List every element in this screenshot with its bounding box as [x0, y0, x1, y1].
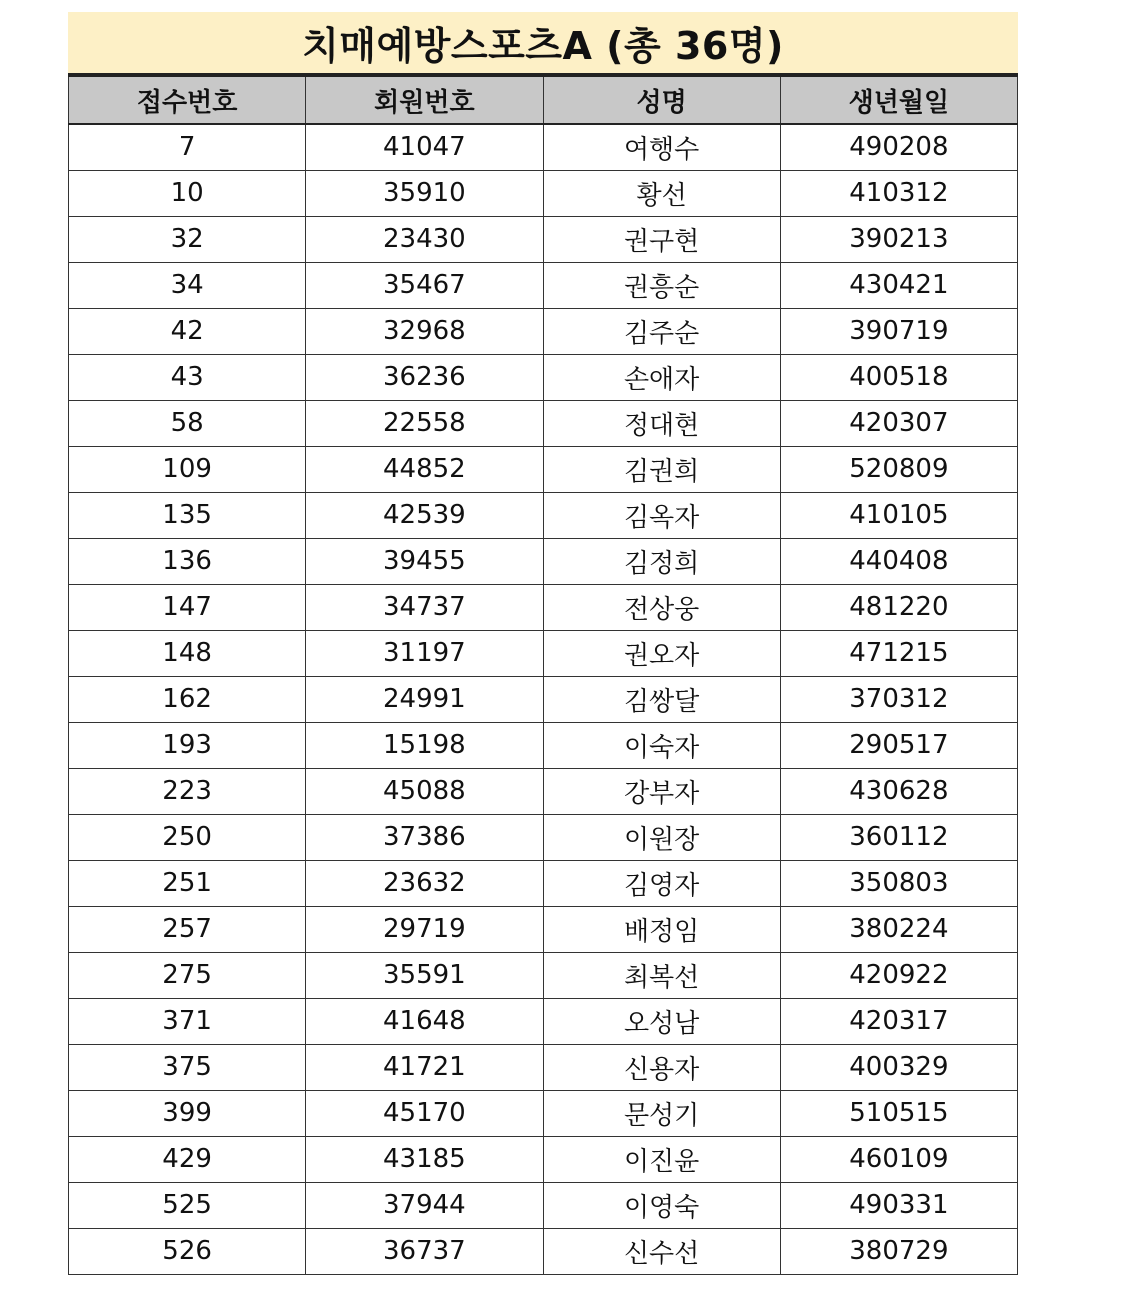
- cell-receipt-number: 399: [69, 1090, 306, 1136]
- cell-member-number: 35591: [306, 952, 543, 998]
- cell-member-number: 36737: [306, 1228, 543, 1274]
- cell-name: 정대현: [543, 400, 780, 446]
- cell-name: 이진윤: [543, 1136, 780, 1182]
- cell-name: 오성남: [543, 998, 780, 1044]
- table-row: [69, 584, 1018, 630]
- cell-birthdate: 460109: [780, 1136, 1017, 1182]
- cell-receipt-number: 10: [69, 170, 306, 216]
- cell-name: 이숙자: [543, 722, 780, 768]
- cell-birthdate: 350803: [780, 860, 1017, 906]
- cell-member-number: 24991: [306, 676, 543, 722]
- cell-name: 여행수: [543, 124, 780, 170]
- cell-name: 문성기: [543, 1090, 780, 1136]
- cell-name: 김주순: [543, 308, 780, 354]
- cell-name: 최복선: [543, 952, 780, 998]
- table-row: [69, 1228, 1018, 1274]
- cell-birthdate: 520809: [780, 446, 1017, 492]
- cell-member-number: 29719: [306, 906, 543, 952]
- cell-birthdate: 420307: [780, 400, 1017, 446]
- cell-birthdate: 390213: [780, 216, 1017, 262]
- table-row: [69, 1182, 1018, 1228]
- sheet-title: 치매예방스포츠A (총 36명): [68, 12, 1018, 75]
- cell-name: 전상웅: [543, 584, 780, 630]
- cell-member-number: 32968: [306, 308, 543, 354]
- cell-receipt-number: 375: [69, 1044, 306, 1090]
- cell-member-number: 35910: [306, 170, 543, 216]
- cell-receipt-number: 42: [69, 308, 306, 354]
- header-cell-name: 성명: [543, 76, 780, 124]
- cell-receipt-number: 371: [69, 998, 306, 1044]
- cell-name: 신수선: [543, 1228, 780, 1274]
- cell-name: 김권희: [543, 446, 780, 492]
- cell-name: 강부자: [543, 768, 780, 814]
- cell-member-number: 35467: [306, 262, 543, 308]
- table-row: [69, 262, 1018, 308]
- table-row: [69, 1044, 1018, 1090]
- cell-birthdate: 430421: [780, 262, 1017, 308]
- cell-member-number: 41648: [306, 998, 543, 1044]
- cell-receipt-number: 193: [69, 722, 306, 768]
- cell-name: 신용자: [543, 1044, 780, 1090]
- cell-birthdate: 430628: [780, 768, 1017, 814]
- table-row: [69, 676, 1018, 722]
- cell-member-number: 39455: [306, 538, 543, 584]
- cell-birthdate: 490208: [780, 124, 1017, 170]
- cell-birthdate: 380729: [780, 1228, 1017, 1274]
- cell-member-number: 36236: [306, 354, 543, 400]
- cell-name: 이영숙: [543, 1182, 780, 1228]
- cell-birthdate: 420922: [780, 952, 1017, 998]
- cell-birthdate: 510515: [780, 1090, 1017, 1136]
- table-row: [69, 1090, 1018, 1136]
- cell-birthdate: 290517: [780, 722, 1017, 768]
- cell-member-number: 44852: [306, 446, 543, 492]
- cell-member-number: 23430: [306, 216, 543, 262]
- cell-receipt-number: 429: [69, 1136, 306, 1182]
- cell-birthdate: 410312: [780, 170, 1017, 216]
- cell-receipt-number: 148: [69, 630, 306, 676]
- cell-member-number: 34737: [306, 584, 543, 630]
- header-cell-member-number: 회원번호: [306, 76, 543, 124]
- cell-receipt-number: 136: [69, 538, 306, 584]
- cell-member-number: 23632: [306, 860, 543, 906]
- table-row: [69, 630, 1018, 676]
- table-row: [69, 354, 1018, 400]
- table-row: [69, 998, 1018, 1044]
- header-cell-birthdate: 생년월일: [780, 76, 1017, 124]
- table-header: [69, 76, 1018, 124]
- table-row: [69, 492, 1018, 538]
- cell-member-number: 37386: [306, 814, 543, 860]
- cell-receipt-number: 34: [69, 262, 306, 308]
- cell-member-number: 42539: [306, 492, 543, 538]
- table-row: [69, 446, 1018, 492]
- cell-name: 김옥자: [543, 492, 780, 538]
- cell-birthdate: 410105: [780, 492, 1017, 538]
- cell-birthdate: 471215: [780, 630, 1017, 676]
- cell-name: 권흥순: [543, 262, 780, 308]
- cell-receipt-number: 58: [69, 400, 306, 446]
- cell-member-number: 41047: [306, 124, 543, 170]
- table-row: [69, 906, 1018, 952]
- cell-receipt-number: 147: [69, 584, 306, 630]
- cell-receipt-number: 109: [69, 446, 306, 492]
- cell-birthdate: 390719: [780, 308, 1017, 354]
- cell-receipt-number: 250: [69, 814, 306, 860]
- header-row: [69, 76, 1018, 124]
- cell-name: 손애자: [543, 354, 780, 400]
- cell-member-number: 22558: [306, 400, 543, 446]
- cell-member-number: 37944: [306, 1182, 543, 1228]
- cell-receipt-number: 7: [69, 124, 306, 170]
- cell-member-number: 45170: [306, 1090, 543, 1136]
- table-body: [69, 124, 1018, 1274]
- cell-member-number: 43185: [306, 1136, 543, 1182]
- cell-receipt-number: 32: [69, 216, 306, 262]
- cell-member-number: 31197: [306, 630, 543, 676]
- cell-birthdate: 370312: [780, 676, 1017, 722]
- cell-receipt-number: 135: [69, 492, 306, 538]
- table-row: [69, 216, 1018, 262]
- roster-table: [68, 75, 1018, 1275]
- table-row: [69, 400, 1018, 446]
- cell-name: 배정임: [543, 906, 780, 952]
- cell-member-number: 15198: [306, 722, 543, 768]
- table-row: [69, 538, 1018, 584]
- cell-birthdate: 380224: [780, 906, 1017, 952]
- cell-birthdate: 360112: [780, 814, 1017, 860]
- cell-receipt-number: 525: [69, 1182, 306, 1228]
- cell-birthdate: 420317: [780, 998, 1017, 1044]
- table-row: [69, 722, 1018, 768]
- cell-name: 권구현: [543, 216, 780, 262]
- header-cell-receipt-number: 접수번호: [69, 76, 306, 124]
- table-row: [69, 124, 1018, 170]
- cell-name: 김영자: [543, 860, 780, 906]
- roster-sheet: [68, 12, 1018, 1275]
- table-row: [69, 860, 1018, 906]
- cell-name: 김쌍달: [543, 676, 780, 722]
- cell-birthdate: 481220: [780, 584, 1017, 630]
- cell-name: 이원장: [543, 814, 780, 860]
- cell-receipt-number: 251: [69, 860, 306, 906]
- cell-receipt-number: 43: [69, 354, 306, 400]
- cell-receipt-number: 275: [69, 952, 306, 998]
- cell-birthdate: 400329: [780, 1044, 1017, 1090]
- cell-birthdate: 440408: [780, 538, 1017, 584]
- table-row: [69, 768, 1018, 814]
- table-row: [69, 308, 1018, 354]
- table-row: [69, 814, 1018, 860]
- table-row: [69, 170, 1018, 216]
- cell-receipt-number: 162: [69, 676, 306, 722]
- cell-receipt-number: 257: [69, 906, 306, 952]
- cell-name: 김정희: [543, 538, 780, 584]
- cell-receipt-number: 526: [69, 1228, 306, 1274]
- cell-name: 황선: [543, 170, 780, 216]
- cell-birthdate: 490331: [780, 1182, 1017, 1228]
- cell-birthdate: 400518: [780, 354, 1017, 400]
- table-row: [69, 952, 1018, 998]
- cell-name: 권오자: [543, 630, 780, 676]
- table-row: [69, 1136, 1018, 1182]
- cell-receipt-number: 223: [69, 768, 306, 814]
- cell-member-number: 41721: [306, 1044, 543, 1090]
- cell-member-number: 45088: [306, 768, 543, 814]
